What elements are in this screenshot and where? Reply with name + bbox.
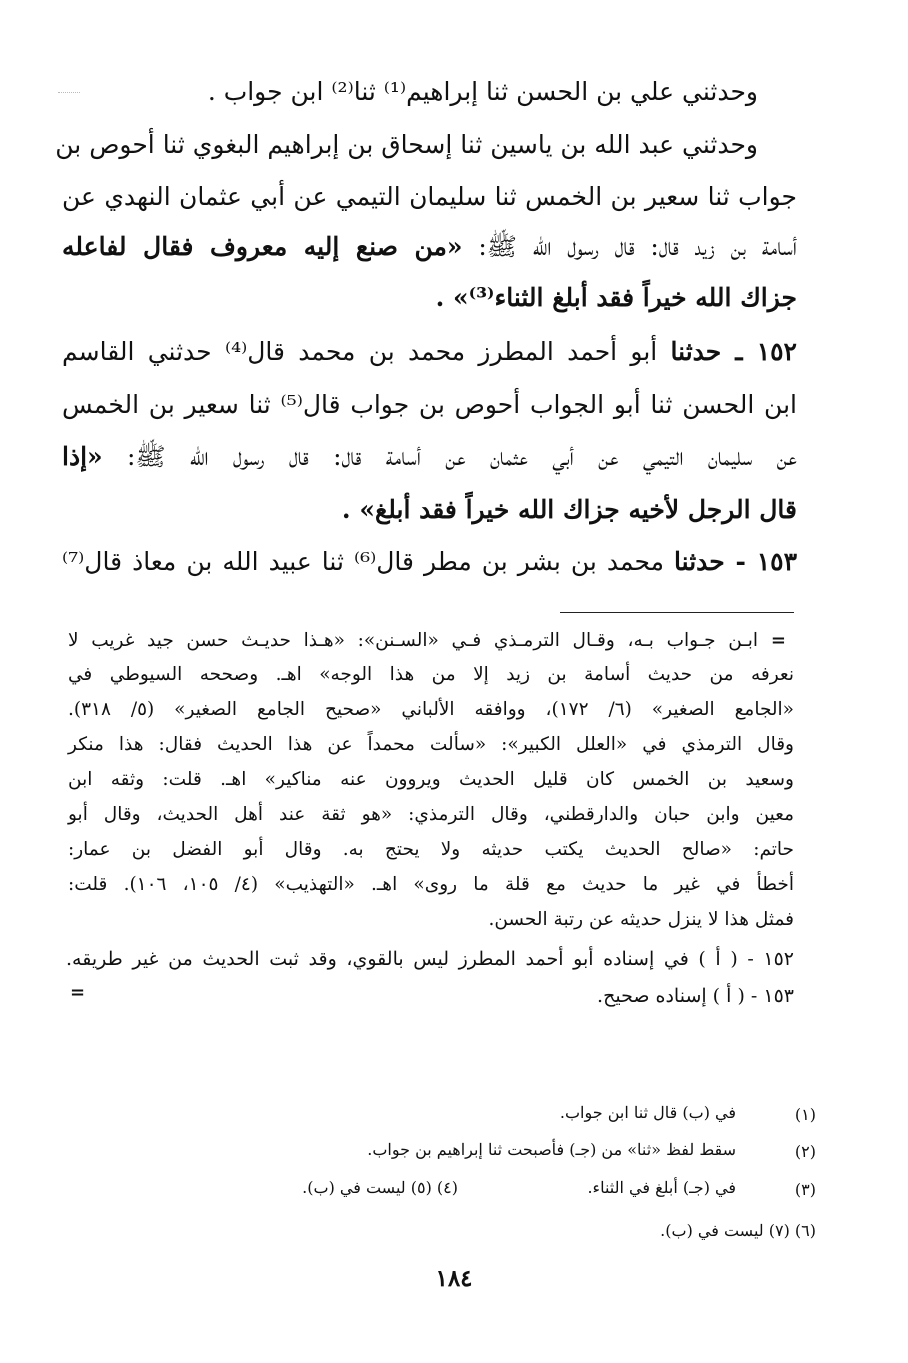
footnote-separator bbox=[560, 612, 794, 613]
note-line: أخطأ في غير ما حديث مع قلة ما روى» اهـ. «التهذيب» (٤/ ١٠٥، ١٠٦). قلت: bbox=[68, 874, 794, 895]
footnote-text: في (ب) قال ثنا ابن جواب. bbox=[559, 1103, 736, 1122]
footnote-number: (١) bbox=[794, 1105, 816, 1124]
footnote-number: (٣) bbox=[794, 1180, 816, 1199]
hadith-number-152: ١٥٢ ـ حدثنا bbox=[670, 337, 797, 366]
main-line-10: محمد بن بشر بن مطر قال⁽⁶⁾ ثنا عبيد الله بن معاذ قال⁽⁷⁾ bbox=[62, 547, 675, 576]
note-line: وقال الترمذي في «العلل الكبير»: «سألت محمداً عن هذا الحديث فقال: هذا منكر bbox=[68, 734, 794, 755]
main-line-7: ابن الحسن ثنا أبو الجواب أحوص بن جواب قال⁽⁵⁾ ثنا سعير بن الخمس bbox=[62, 390, 797, 419]
hadith-text: جزاك الله خيراً فقد أبلغ الثناء⁽³⁾» . bbox=[435, 283, 797, 312]
note-line: «الجامع الصغير» (٦/ ١٧٢)، ووافقه الألباني «صحيح الجامع الصغير» (٥/ ٣١٨). bbox=[68, 699, 794, 720]
main-text-line bbox=[62, 227, 797, 267]
main-text-line bbox=[62, 278, 797, 318]
main-line-8-plain: عن سليمان التيمي عن أبي عثمان عن أسامة قال: قال رسول الله ﷺ: bbox=[102, 442, 797, 471]
note-line: نعرفه من حديث أسامة بن زيد إلا من هذا الوجه» اهـ. وصححه السيوطي في bbox=[68, 664, 794, 685]
note-line: وسعيد بن الخمس كان قليل الحديث ويروون عنه مناكير» اهـ. قلت: وثقه ابن bbox=[68, 769, 794, 790]
note-line: معين وابن حبان والدارقطني، وقال الترمذي: «هو ثقة عند أهل الحديث، وقال أبو bbox=[68, 804, 794, 825]
main-line-4-plain: أسامة بن زيد قال: قال رسول الله ﷺ: bbox=[462, 232, 797, 261]
main-text-line bbox=[62, 542, 797, 582]
footnote-text: (٦) (٧) ليست في (ب). bbox=[660, 1221, 816, 1240]
main-line-6: أبو أحمد المطرز محمد بن محمد قال⁽⁴⁾ حدثني القاسم bbox=[62, 337, 671, 366]
page-number: ١٨٤ bbox=[435, 1265, 473, 1292]
note-152: ١٥٢ - ( أ ) في إسناده أبو أحمد المطرز ليس بالقوي، وقد ثبت الحديث من غير طريقه. bbox=[66, 948, 794, 970]
note-line: فمثل هذا لا ينزل حديثه عن رتبة الحسن. bbox=[488, 909, 794, 930]
main-text-line bbox=[62, 332, 797, 372]
note-153: ١٥٣ - ( أ ) إسناده صحيح. bbox=[597, 985, 794, 1007]
hadith-number-153: ١٥٣ - حدثنا bbox=[674, 547, 798, 576]
main-line-2: وحدثني عبد الله بن ياسين ثنا إسحاق بن إبراهيم البغوي ثنا أحوص بن bbox=[55, 130, 758, 159]
main-line-3: جواب ثنا سعير بن الخمس ثنا سليمان التيمي عن أبي عثمان النهدي عن bbox=[62, 182, 797, 211]
hadith-text: قال الرجل لأخيه جزاك الله خيراً فقد أبلغ» . bbox=[341, 495, 797, 524]
main-text-line bbox=[62, 437, 797, 477]
main-line-1: وحدثني علي بن الحسن ثنا إبراهيم⁽¹⁾ ثنا⁽²⁾ ابن جواب . bbox=[207, 77, 758, 106]
main-text-line bbox=[208, 72, 758, 112]
main-text-line bbox=[62, 490, 797, 530]
footnote-text: (٤) (٥) ليست في (ب). bbox=[302, 1178, 458, 1197]
main-text-line bbox=[55, 125, 758, 165]
scan-mark bbox=[58, 92, 80, 93]
hadith-text: «من صنع إليه معروف فقال لفاعله bbox=[62, 232, 463, 261]
main-text-line bbox=[62, 385, 797, 425]
footnote-text: سقط لفظ «ثنا» من (جـ) فأصبحت ثنا إبراهيم بن جواب. bbox=[367, 1140, 736, 1159]
note-line: ابـن جـواب بـه، وقـال الترمـذي فـي «السـنن»: «هـذا حديـث حسن جيد غريب لا bbox=[68, 630, 758, 651]
continuation-mark: = bbox=[70, 982, 86, 1003]
hadith-text: «إذا bbox=[62, 442, 103, 471]
note-line: حاتم: «صالح الحديث يكتب حديثه ولا يحتج به. وقال أبو الفضل بن عمار: bbox=[68, 839, 794, 860]
footnote-text: في (جـ) أبلغ في الثناء. bbox=[587, 1178, 736, 1197]
continuation-mark: = bbox=[770, 630, 786, 651]
main-text-line bbox=[62, 177, 797, 217]
footnote-number: (٢) bbox=[794, 1142, 816, 1161]
